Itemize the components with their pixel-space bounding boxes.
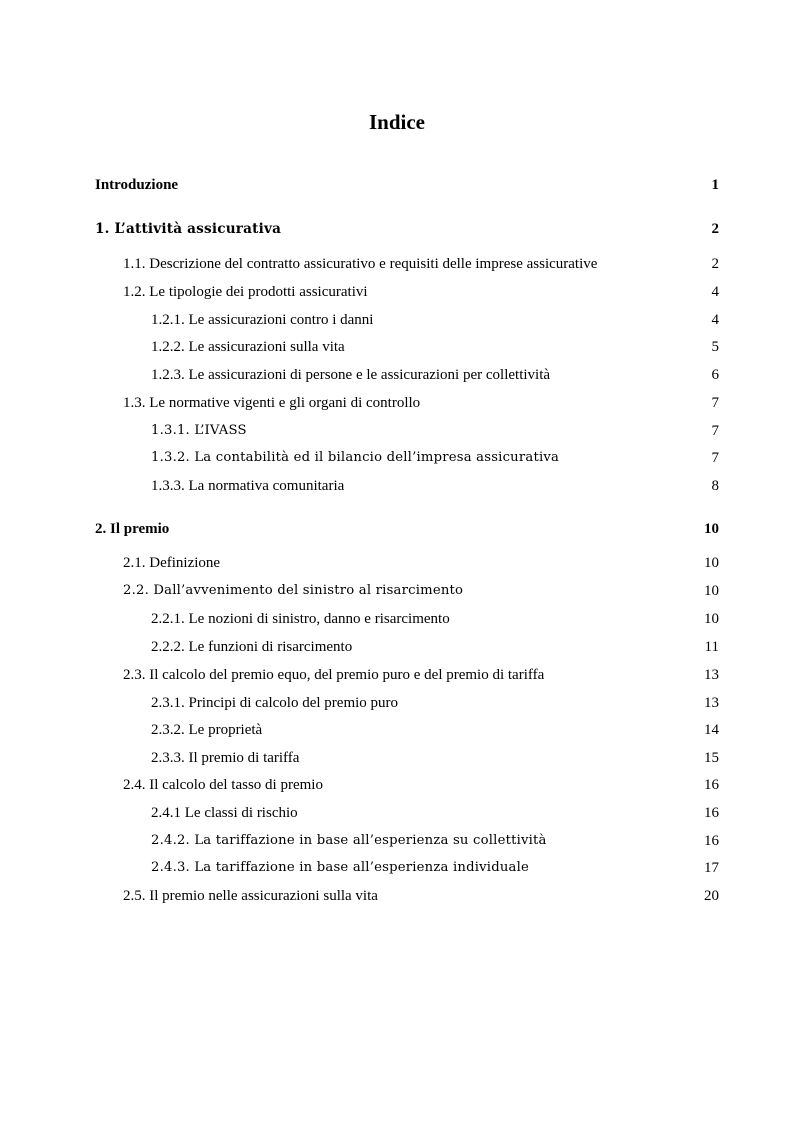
toc-entry-2-3-2[interactable] [95,719,719,741]
toc-entry-2-4-2[interactable] [95,830,719,852]
toc-entry-label: 2.4. Il calcolo del tasso di premio [123,777,323,793]
toc-entry-page: 13 [704,667,719,683]
toc-entry-1-2-2[interactable] [95,336,719,358]
toc-entry-label: 1.2.2. Le assicurazioni sulla vita [151,339,345,355]
toc-entry-label: 2.3. Il calcolo del premio equo, del premio puro e del premio di tariffa [123,667,545,683]
toc-entry-page: 8 [711,478,719,494]
toc-entry-label: 1. L’attività assicurativa [95,221,282,237]
toc-entry-page: 17 [704,860,719,876]
toc-entry-label: Introduzione [95,177,179,193]
toc-entry-1-2-1[interactable] [95,309,719,331]
toc-entry-1-3-3[interactable] [95,475,719,497]
toc-entry-page: 7 [711,395,719,411]
toc-entry-1-3-2[interactable] [95,447,719,469]
toc-entry-label: 1.2.1. Le assicurazioni contro i danni [151,312,374,328]
toc-entry-label: 2.4.1 Le classi di rischio [151,805,298,821]
toc-entry-page: 20 [704,888,719,904]
toc-entry-2-3[interactable] [95,664,719,686]
toc-entry-1-2[interactable] [95,281,719,303]
toc-entry-1-3-1[interactable] [95,420,719,442]
toc-entry-2-1[interactable] [95,552,719,574]
toc-entry-page: 11 [704,639,719,655]
toc-entry-label: 2.4.2. La tariffazione in base all’esperienza su collettività [151,833,547,848]
toc-entry-page: 10 [704,611,719,627]
toc-entry-chapter-1[interactable] [95,218,719,240]
toc-entry-page: 2 [711,221,719,237]
toc-entry-page: 14 [704,722,719,738]
toc-entry-label: 1.3.2. La contabilità ed il bilancio dell’impresa assicurativa [151,450,560,465]
toc-entry-page: 10 [704,521,719,537]
toc-entry-page: 2 [711,256,719,272]
toc-entry-page: 16 [704,805,719,821]
toc-entry-1-1[interactable] [95,253,719,275]
toc-entry-label: 2.3.1. Principi di calcolo del premio puro [151,695,399,711]
toc-entry-page: 13 [704,695,719,711]
toc-entry-page: 15 [704,750,719,766]
toc-entry-2-5[interactable] [95,885,719,907]
toc-entry-page: 10 [704,555,719,571]
toc-entry-label: 1.2. Le tipologie dei prodotti assicurativi [123,284,368,300]
toc-entry-label: 2.5. Il premio nelle assicurazioni sulla vita [123,888,378,904]
toc-entry-label: 2.2.2. Le funzioni di risarcimento [151,639,353,655]
toc-entry-label: 1.3.1. L’IVASS [151,423,247,438]
toc-entry-page: 6 [711,367,719,383]
toc-entry-page: 4 [711,284,719,300]
toc-entry-label: 2.3.2. Le proprietà [151,722,263,738]
toc-entry-2-4-3[interactable] [95,857,719,879]
toc-entry-2-3-1[interactable] [95,692,719,714]
toc-entry-label: 2.2.1. Le nozioni di sinistro, danno e risarcimento [151,611,450,627]
toc-entry-1-3[interactable] [95,392,719,414]
toc-entry-chapter-2[interactable] [95,518,719,540]
toc-entry-2-3-3[interactable] [95,747,719,769]
toc-entry-label: 2.2. Dall’avvenimento del sinistro al risarcimento [123,583,464,598]
page-title: Indice [368,110,425,135]
toc-entry-page: 16 [704,777,719,793]
toc-entry-page: 7 [711,450,719,466]
toc-entry-label: 2.4.3. La tariffazione in base all’esperienza individuale [151,860,530,875]
toc-entry-page: 4 [711,312,719,328]
toc-entry-1-2-3[interactable] [95,364,719,386]
toc-entry-2-4-1[interactable] [95,802,719,824]
toc-entry-page: 16 [704,833,719,849]
toc-entry-label: 1.3.3. La normativa comunitaria [151,478,345,494]
toc-entry-page: 10 [704,583,719,599]
toc-entry-label: 1.1. Descrizione del contratto assicurativo e requisiti delle imprese assicurative [123,256,598,272]
toc-entry-2-2-1[interactable] [95,608,719,630]
toc-entry-page: 1 [711,177,719,193]
toc-entry-introduzione[interactable] [95,174,719,196]
toc-entry-2-2[interactable] [95,580,719,602]
toc-entry-label: 2.3.3. Il premio di tariffa [151,750,300,766]
toc-entry-label: 2.1. Definizione [123,555,221,571]
toc-entry-label: 2. Il premio [95,521,170,537]
toc-entry-2-4[interactable] [95,774,719,796]
toc-entry-2-2-2[interactable] [95,636,719,658]
toc-entry-page: 5 [711,339,719,355]
toc-entry-label: 1.2.3. Le assicurazioni di persone e le assicurazioni per collettività [151,367,551,383]
toc-entry-label: 1.3. Le normative vigenti e gli organi di controllo [123,395,421,411]
toc-entry-page: 7 [711,423,719,439]
